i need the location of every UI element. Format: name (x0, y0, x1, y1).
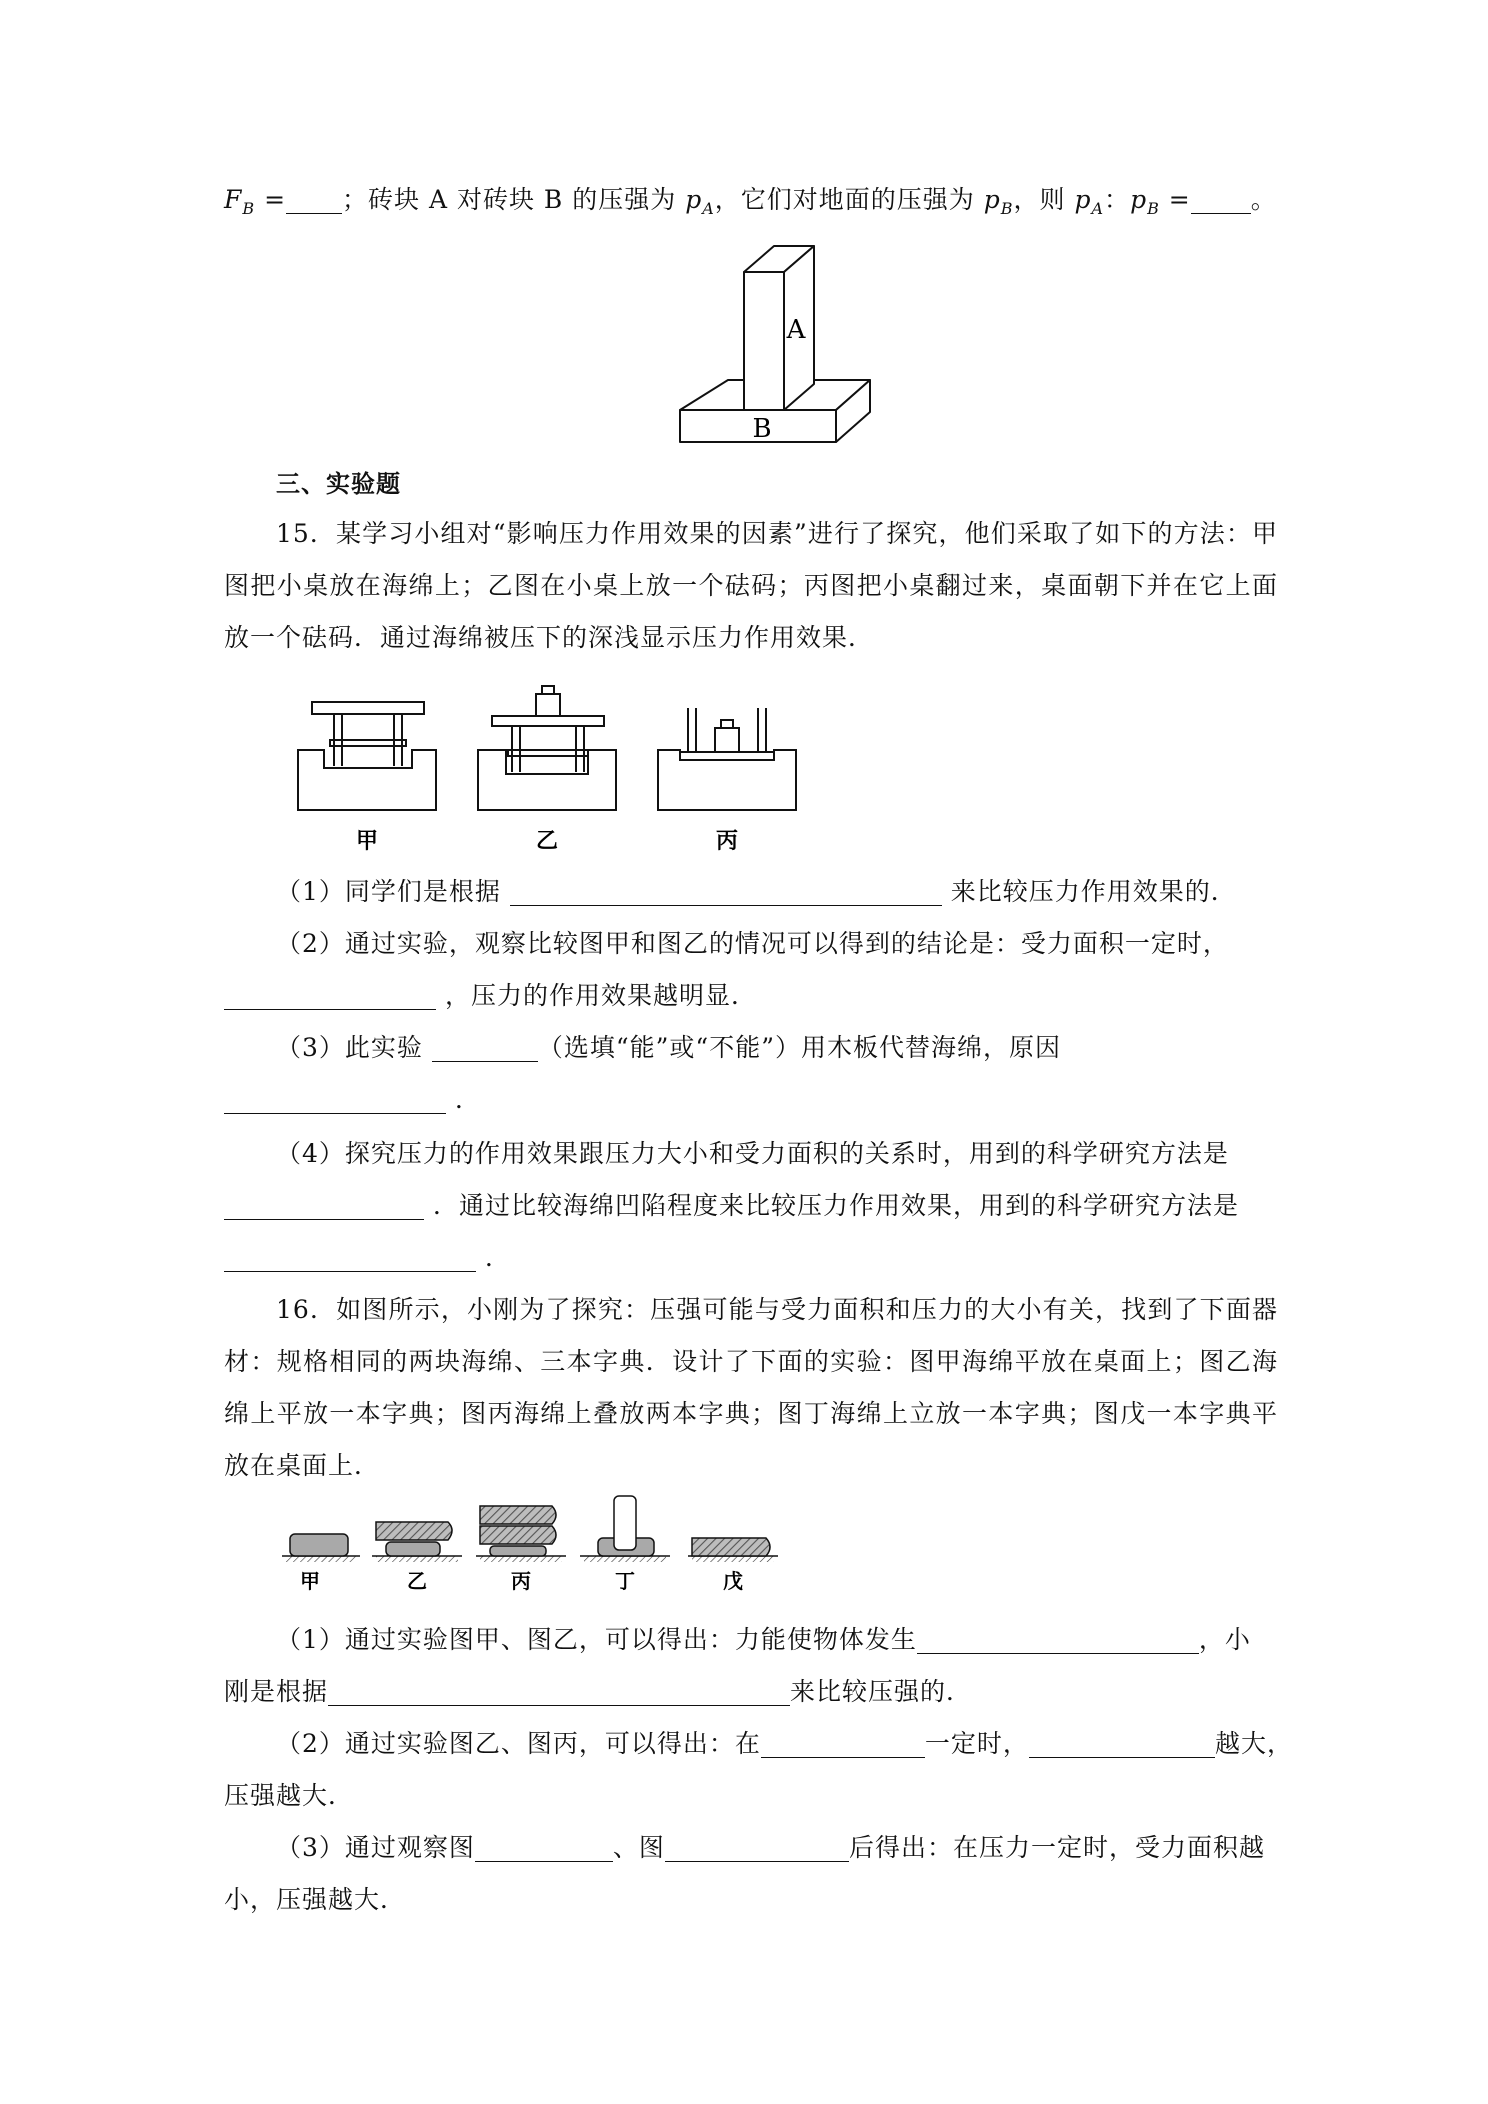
q16-p1-suffix: ，小 (1198, 1625, 1251, 1654)
q16-p3-mid: 、图 (612, 1833, 665, 1862)
q15-p4-blank-1[interactable] (224, 1191, 424, 1220)
ratio-blank[interactable] (1191, 185, 1251, 214)
ratio-pb-subscript: B (1147, 199, 1160, 218)
q15-p3-end: ． (446, 1085, 481, 1114)
q16-jia (282, 1534, 360, 1562)
q16-figure (280, 1490, 840, 1600)
ratio-equals: = (1159, 185, 1191, 214)
sponge-jia (298, 702, 436, 810)
q16-p3-blank-1[interactable] (475, 1833, 613, 1862)
q16-p1-line2-suffix: 来比较压强的． (790, 1677, 973, 1706)
q16-p2-mid: 一定时， (924, 1729, 1029, 1758)
ratio-pb-symbol: p (1130, 185, 1148, 214)
fb-blank[interactable] (286, 185, 342, 214)
q14-end: 。 (1250, 185, 1277, 214)
q16-ding (580, 1496, 670, 1562)
q16-label-yi: 乙 (407, 1569, 427, 1593)
q16-line-2: 材：规格相同的两块海绵、三本字典．设计了下面的实验：图甲海绵平放在桌面上；图乙海 (224, 1347, 1278, 1376)
q15-p3-suffix: （选填“能”或“不能”）用木板代替海绵，原因 (537, 1033, 1061, 1062)
sponge-yi (478, 686, 616, 810)
q15-p2-line-2 (224, 976, 1278, 1016)
q14-ratio-line (224, 180, 1278, 229)
q16-p1-line-1 (276, 1620, 1278, 1660)
ratio-pa-subscript: A (1091, 199, 1105, 218)
brick-figure (670, 232, 880, 452)
q16-p2-blank-2[interactable] (1029, 1729, 1215, 1758)
q15-p1-blank[interactable] (510, 877, 942, 906)
q16-p3-suffix: 后得出：在压力一定时，受力面积越 (848, 1833, 1265, 1862)
q15-p3-line-1 (276, 1028, 1278, 1068)
pa-symbol: p (685, 185, 703, 214)
q15-p4-blank-2[interactable] (224, 1243, 476, 1272)
q15-line-2: 图把小桌放在海绵上；乙图在小桌上放一个砝码；丙图把小桌翻过来，桌面朝下并在它上面 (224, 571, 1278, 600)
q15-p1-line (276, 872, 1278, 912)
q16-p2-prefix: （2）通过实验图乙、图丙，可以得出：在 (276, 1729, 761, 1758)
q15-figure (290, 680, 810, 860)
q15-p1-prefix: （1）同学们是根据 (276, 877, 510, 906)
ratio-colon: ： (1104, 185, 1131, 214)
q16-p1-blank-2[interactable] (328, 1677, 790, 1706)
q15-p1-suffix: 来比较压力作用效果的． (941, 877, 1237, 906)
q16-yi (372, 1522, 462, 1562)
q15-p4-line-1: （4）探究压力的作用效果跟压力大小和受力面积的关系时，用到的科学研究方法是 (276, 1139, 1229, 1168)
q14-text1: ；砖块 A 对砖块 B 的压强为 (342, 185, 686, 214)
q15-p2-suffix: ，压力的作用效果越明显． (436, 981, 757, 1010)
q15-p3-prefix: （3）此实验 (276, 1033, 432, 1062)
q15-p4-mid: ．通过比较海绵凹陷程度来比较压力作用效果，用到的科学研究方法是 (424, 1191, 1239, 1220)
brick-b-label: B (752, 414, 772, 444)
q16-p3-prefix: （3）通过观察图 (276, 1833, 475, 1862)
q16-p1-line2-prefix: 刚是根据 (224, 1677, 329, 1706)
q15-label-bing: 丙 (715, 829, 739, 854)
q16-p3-line-1 (276, 1828, 1278, 1868)
q16-label-wu: 戊 (723, 1569, 743, 1593)
ratio-pa-symbol: p (1074, 185, 1092, 214)
q16-p1-line-2 (224, 1672, 1278, 1712)
q14-text3: ，则 (1013, 185, 1075, 214)
q15-label-jia: 甲 (355, 829, 379, 854)
q16-line-3: 绵上平放一本字典；图丙海绵上叠放两本字典；图丁海绵上立放一本字典；图戊一本字典平 (224, 1399, 1278, 1428)
q15-line-1: 15．某学习小组对“影响压力作用效果的因素”进行了探究，他们采取了如下的方法：甲 (276, 519, 1278, 548)
q15-p4-line-2 (224, 1186, 1278, 1226)
q15-p4-line-3 (224, 1238, 1278, 1278)
q15-p2-line-1: （2）通过实验，观察比较图甲和图乙的情况可以得到的结论是：受力面积一定时， (276, 929, 1229, 958)
q16-label-jia: 甲 (300, 1569, 320, 1593)
fb-symbol: F (224, 185, 243, 214)
q15-line-3: 放一个砝码．通过海绵被压下的深浅显示压力作用效果． (224, 623, 875, 652)
q16-p3-blank-2[interactable] (665, 1833, 849, 1862)
pb-symbol: p (983, 185, 1001, 214)
section-title: 三、实验题 (276, 470, 401, 498)
pb-subscript: B (1000, 199, 1014, 218)
fb-subscript: B (242, 199, 256, 218)
q15-p4-end: ． (476, 1243, 511, 1272)
q15-p3-blank-2[interactable] (224, 1085, 446, 1114)
q16-label-ding: 丁 (615, 1569, 635, 1593)
q15-p3-blank-1[interactable] (432, 1033, 538, 1062)
q16-wu (688, 1538, 778, 1562)
q16-p2-blank-1[interactable] (761, 1729, 925, 1758)
q16-p2-line-2: 压强越大． (224, 1781, 355, 1810)
pa-subscript: A (702, 199, 715, 218)
q16-p3-line-2: 小，压强越大． (224, 1885, 407, 1914)
q16-p1-blank-1[interactable] (917, 1625, 1199, 1654)
q15-label-yi: 乙 (535, 829, 559, 854)
q16-label-bing: 丙 (511, 1569, 531, 1593)
q15-p2-blank[interactable] (224, 981, 436, 1010)
q16-line-1: 16．如图所示，小刚为了探究：压强可能与受力面积和压力的大小有关，找到了下面器 (276, 1295, 1278, 1324)
brick-a-front (744, 272, 784, 410)
sponge-bing (658, 708, 796, 810)
q16-p2-line-1 (276, 1724, 1293, 1764)
q16-p1-prefix: （1）通过实验图甲、图乙，可以得出：力能使物体发生 (276, 1625, 917, 1654)
q15-p3-line-2 (224, 1080, 1278, 1120)
fb-equals: = (255, 185, 287, 214)
q16-p2-suffix: 越大， (1214, 1729, 1293, 1758)
brick-a-label: A (786, 315, 806, 345)
q16-line-4: 放在桌面上． (224, 1451, 381, 1480)
q16-bing (476, 1506, 566, 1562)
q14-text2: ，它们对地面的压强为 (714, 185, 984, 214)
